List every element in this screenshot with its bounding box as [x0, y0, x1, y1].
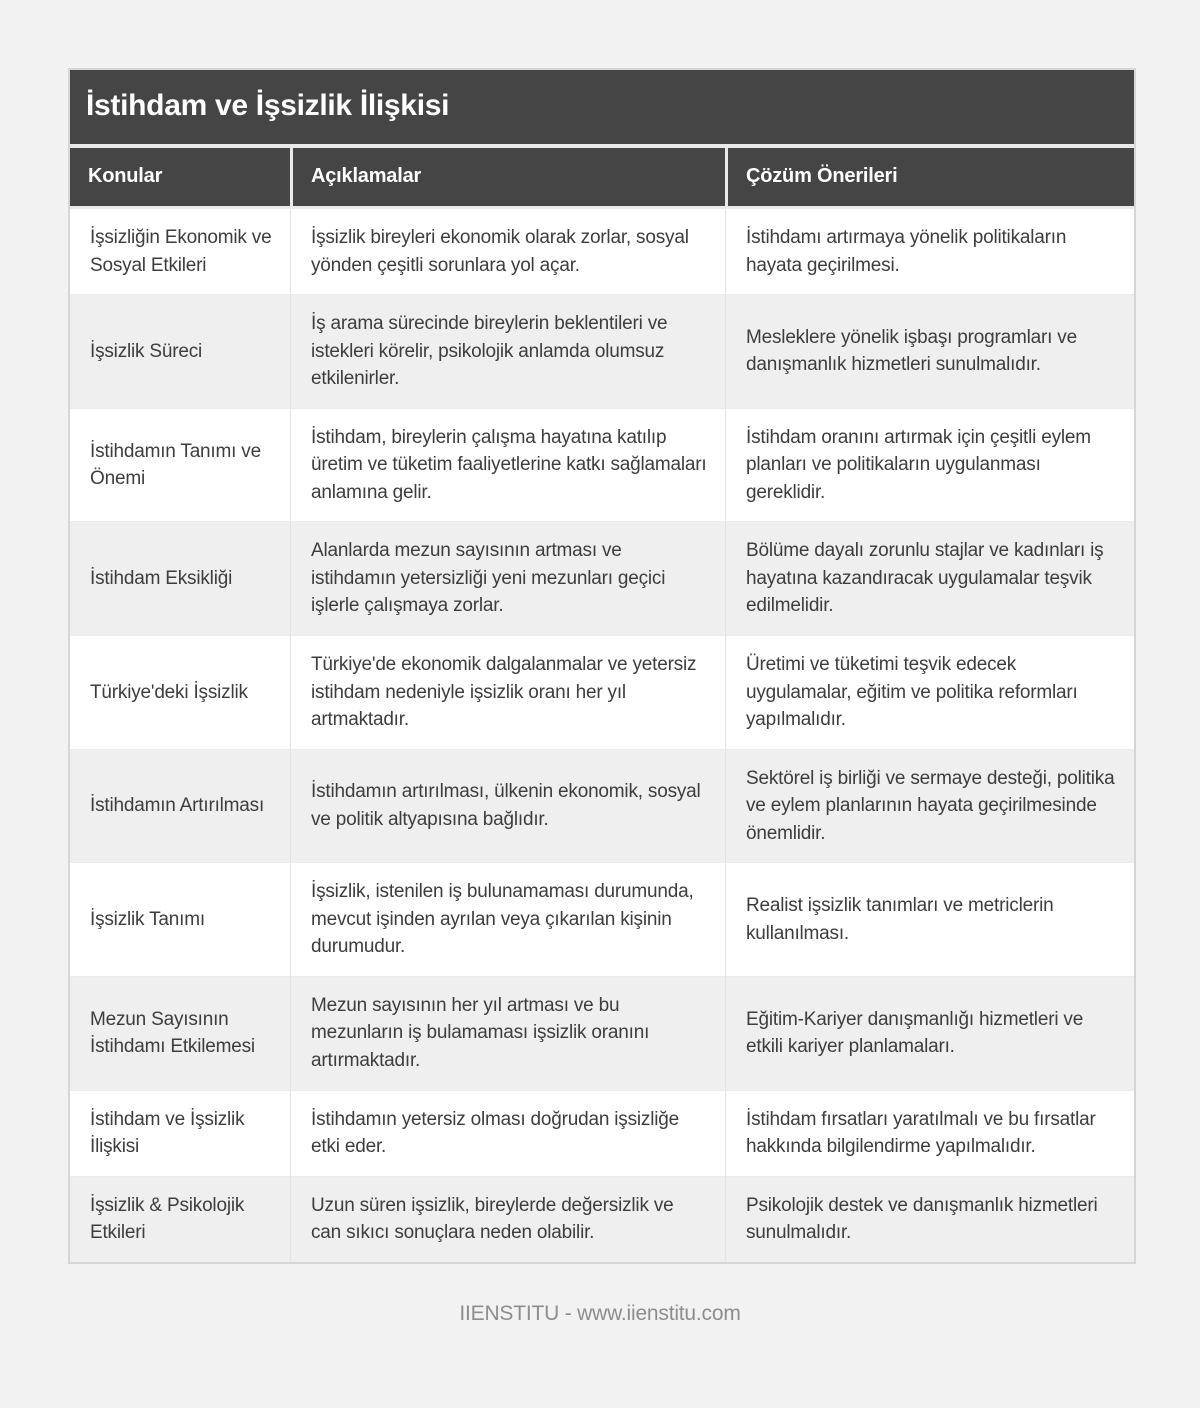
solution-cell: Mesleklere yönelik işbaşı programları ve danışmanlık hizmetleri sunulmalıdır. — [725, 294, 1134, 408]
footer-text: IIENSTITU - www.iienstitu.com — [459, 1301, 741, 1325]
solution-cell: İstihdam oranını artırmak için çeşitli eylem planları ve politikaların uygulanması gereklidir. — [725, 408, 1134, 522]
table-row — [70, 408, 1134, 522]
topic-cell: İşsizliğin Ekonomik ve Sosyal Etkileri — [70, 209, 290, 294]
description-cell: İstihdam, bireylerin çalışma hayatına katılıp üretim ve tüketim faaliyetlerine katkı sağlamaları anlamına gelir. — [290, 408, 725, 522]
topic-cell: İstihdamın Tanımı ve Önemi — [70, 408, 290, 522]
table-row — [70, 749, 1134, 863]
page-title: İstihdam ve İşsizlik İlişkisi — [70, 70, 1134, 148]
description-cell: Uzun süren işsizlik, bireylerde değersizlik ve can sıkıcı sonuçlara neden olabilir. — [290, 1176, 725, 1262]
description-cell: Alanlarda mezun sayısının artması ve istihdamın yetersizliği yeni mezunları geçici işlerle çalışmaya zorlar. — [290, 521, 725, 635]
table-row — [70, 862, 1134, 976]
column-header-topics: Konular — [70, 148, 290, 209]
description-cell: İşsizlik bireyleri ekonomik olarak zorlar, sosyal yönden çeşitli sorunlara yol açar. — [290, 209, 725, 294]
description-cell: Türkiye'de ekonomik dalgalanmalar ve yetersiz istihdam nedeniyle işsizlik oranı her yıl artmaktadır. — [290, 635, 725, 749]
solution-cell: Sektörel iş birliği ve sermaye desteği, politika ve eylem planlarının hayata geçirilmesinde önemlidir. — [725, 749, 1134, 863]
table-row — [70, 294, 1134, 408]
solution-cell: İstihdam fırsatları yaratılmalı ve bu fırsatlar hakkında bilgilendirme yapılmalıdır. — [725, 1090, 1134, 1176]
solution-cell: Bölüme dayalı zorunlu stajlar ve kadınları iş hayatına kazandıracak uygulamalar teşvik edilmelidir. — [725, 521, 1134, 635]
topic-cell: İstihdam ve İşsizlik İlişkisi — [70, 1090, 290, 1176]
topic-cell: İşsizlik & Psikolojik Etkileri — [70, 1176, 290, 1262]
description-cell: İş arama sürecinde bireylerin beklentileri ve istekleri körelir, psikolojik anlamda olumsuz etkilenirler. — [290, 294, 725, 408]
solution-cell: Realist işsizlik tanımları ve metriclerin kullanılması. — [725, 862, 1134, 976]
table-row — [70, 1176, 1134, 1262]
solution-cell: Psikolojik destek ve danışmanlık hizmetleri sunulmalıdır. — [725, 1176, 1134, 1262]
topic-cell: Mezun Sayısının İstihdamı Etkilemesi — [70, 976, 290, 1090]
topic-cell: Türkiye'deki İşsizlik — [70, 635, 290, 749]
description-cell: İstihdamın yetersiz olması doğrudan işsizliğe etki eder. — [290, 1090, 725, 1176]
column-header-solutions: Çözüm Önerileri — [725, 148, 1134, 209]
title-row — [70, 70, 1134, 148]
description-cell: İşsizlik, istenilen iş bulunamaması durumunda, mevcut işinden ayrılan veya çıkarılan kişinin durumudur. — [290, 862, 725, 976]
solution-cell: Eğitim-Kariyer danışmanlığı hizmetleri ve etkili kariyer planlamaları. — [725, 976, 1134, 1090]
column-header-row — [70, 148, 1134, 209]
column-header-descriptions: Açıklamalar — [290, 148, 725, 209]
table-body — [70, 209, 1134, 1262]
description-cell: Mezun sayısının her yıl artması ve bu mezunların iş bulamaması işsizlik oranını artırmaktadır. — [290, 976, 725, 1090]
employment-table — [68, 68, 1136, 1264]
topic-cell: İstihdamın Artırılması — [70, 749, 290, 863]
table-row — [70, 635, 1134, 749]
table-row — [70, 209, 1134, 294]
topic-cell: İşsizlik Süreci — [70, 294, 290, 408]
description-cell: İstihdamın artırılması, ülkenin ekonomik, sosyal ve politik altyapısına bağlıdır. — [290, 749, 725, 863]
table-row — [70, 1090, 1134, 1176]
table-row — [70, 521, 1134, 635]
topic-cell: İstihdam Eksikliği — [70, 521, 290, 635]
solution-cell: İstihdamı artırmaya yönelik politikaların hayata geçirilmesi. — [725, 209, 1134, 294]
topic-cell: İşsizlik Tanımı — [70, 862, 290, 976]
solution-cell: Üretimi ve tüketimi teşvik edecek uygulamalar, eğitim ve politika reformları yapılmalıdır. — [725, 635, 1134, 749]
table-row — [70, 976, 1134, 1090]
